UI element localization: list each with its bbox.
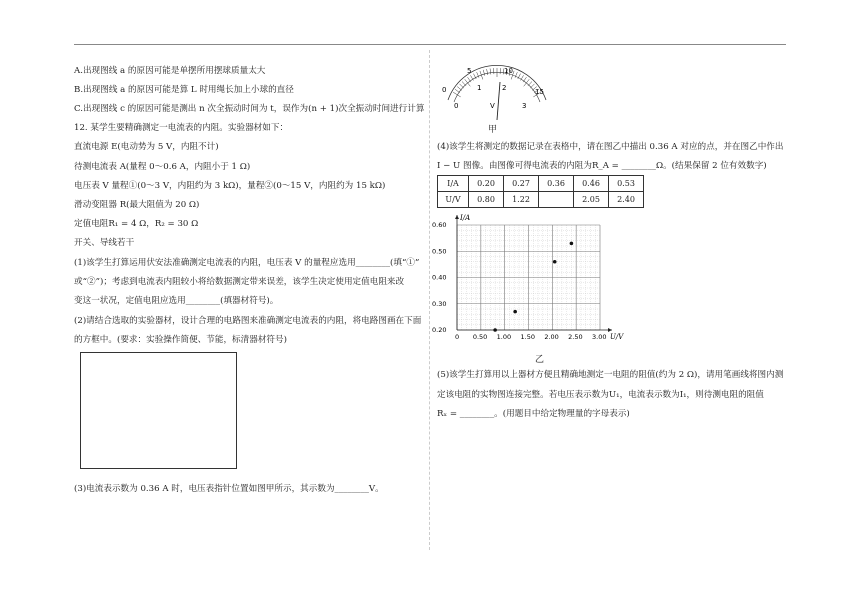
figure-b-label: 乙 (535, 355, 545, 365)
subquestion-2-line1: (2)请结合选取的实验器材，设计合理的电路图来准确测定电流表的内阻，将电路图画在下面 (74, 316, 422, 326)
table-cell: 1.22 (504, 192, 539, 208)
subquestion-5-line1: (5)该学生打算用以上器材方便且精确地测定一电阻的阻值(约为 2 Ω)，请用笔画线将图内测 (437, 370, 784, 380)
subquestion-1-line2: 或“②”)；考虑到电流表内阻较小将给数据测定带来误差，该学生决定使用定值电阻来改 (74, 277, 405, 287)
table-cell: 0.27 (504, 176, 539, 192)
meter-inner-2: 2 (502, 84, 507, 92)
meter-unit: V (490, 102, 495, 110)
meter-outer-15: 15 (535, 88, 544, 96)
x-tick-label: 0.50 (472, 333, 488, 341)
table-cell: 2.40 (609, 192, 644, 208)
measurement-table (437, 175, 644, 208)
subquestion-4-line1: (4)该学生将测定的数据记录在表格中，请在图乙中描出 0.36 A 对应的点，并在图乙中作出 (437, 142, 784, 152)
option-b: B.出现图线 a 的原因可能是算 L 时用绳长加上小球的直径 (74, 85, 294, 95)
table-cell-blank[interactable] (539, 192, 574, 208)
data-point (570, 242, 574, 246)
equipment-voltmeter: 电压表 V 量程①(0～3 V，内阻约为 3 kΩ)，量程②(0～15 V，内阻约为 15 kΩ) (74, 181, 386, 191)
table-cell: 0.80 (469, 192, 504, 208)
equipment-switch: 开关、导线若干 (74, 238, 135, 248)
table-cell: 0.36 (539, 176, 574, 192)
meter-inner-1: 1 (477, 84, 482, 92)
x-tick-label: 1.00 (496, 333, 512, 341)
table-cell: 2.05 (574, 192, 609, 208)
x-tick-label: 3.00 (592, 333, 607, 341)
voltmeter-dial-figure (440, 62, 555, 127)
equipment-resistors: 定值电阻R₁ = 4 Ω，R₂ = 30 Ω (74, 219, 199, 229)
subquestion-5-line3: Rₓ = ________。(用题目中给定物理量的字母表示) (437, 409, 630, 419)
x-tick-label: 0 (455, 333, 460, 341)
meter-outer-10: 10 (504, 67, 513, 75)
table-cell: 0.46 (574, 176, 609, 192)
x-axis-label: U/V (610, 333, 624, 341)
table-cell: 0.20 (469, 176, 504, 192)
header-rule (74, 44, 786, 45)
meter-outer-5: 5 (467, 67, 472, 75)
x-tick-label: 2.50 (568, 333, 583, 341)
equipment-rheostat: 滑动变阻器 R(最大阻值为 20 Ω) (74, 200, 200, 210)
iu-graph[interactable] (430, 212, 640, 352)
question-12-title: 12. 某学生要精确测定一电流表的内阻。实验器材如下： (74, 123, 289, 133)
y-tick-label: 0.50 (432, 247, 447, 256)
meter-inner-0: 0 (454, 102, 459, 110)
meter-inner-3: 3 (522, 102, 527, 110)
subquestion-1-line3: 变这一状况，定值电阻应选用________(填器材符号)。 (74, 296, 279, 306)
table-row-voltage (438, 192, 644, 208)
table-cell: 0.53 (609, 176, 644, 192)
x-tick-label: 2.00 (544, 333, 559, 341)
table-row-current (438, 176, 644, 192)
y-tick-label: 0.30 (432, 299, 447, 308)
y-tick-label: 0.40 (432, 273, 447, 282)
table-header-voltage: U/V (438, 192, 469, 208)
subquestion-4-line2: I − U 图像。由图像可得电流表的内阻为R_A = ________Ω。(结果保留 2 位有效数字) (437, 161, 767, 171)
table-header-current: I/A (438, 176, 469, 192)
x-tick-label: 1.50 (520, 333, 535, 341)
y-axis-label: I/A (460, 214, 471, 222)
data-point (513, 310, 517, 314)
subquestion-2-line2: 的方框中。(要求：实验操作简便、节能，标清器材符号) (74, 335, 287, 345)
option-a: A.出现图线 a 的原因可能是单摆所用摆球质量太大 (74, 66, 266, 76)
figure-a-label: 甲 (488, 125, 498, 135)
equipment-ammeter: 待测电流表 A(量程 0～0.6 A，内阻小于 1 Ω) (74, 162, 251, 172)
y-tick-label: 0.60 (432, 221, 447, 229)
equipment-source: 直流电源 E(电动势为 5 V，内阻不计) (74, 142, 219, 152)
subquestion-1-line1: (1)该学生打算运用伏安法准确测定电流表的内阻，电压表 V 的量程应选用________(填“①” (74, 258, 420, 268)
option-c: C.出现图线 c 的原因可能是测出 n 次全振动时间为 t，误作为(n + 1)次全振动时间进行计算 (74, 104, 425, 114)
circuit-answer-box[interactable] (80, 352, 237, 469)
data-point (493, 328, 497, 332)
subquestion-5-line2: 定该电阻的实物图连接完整。若电压表示数为U₁，电流表示数为I₁，则待测电阻的阻值 (437, 390, 764, 400)
meter-needle (497, 82, 500, 120)
subquestion-3: (3)电流表示数为 0.36 A 时，电压表指针位置如图甲所示，其示数为________V。 (74, 484, 384, 494)
y-tick-label: 0.20 (432, 326, 447, 334)
data-point (553, 260, 557, 264)
meter-outer-0: 0 (442, 86, 447, 94)
